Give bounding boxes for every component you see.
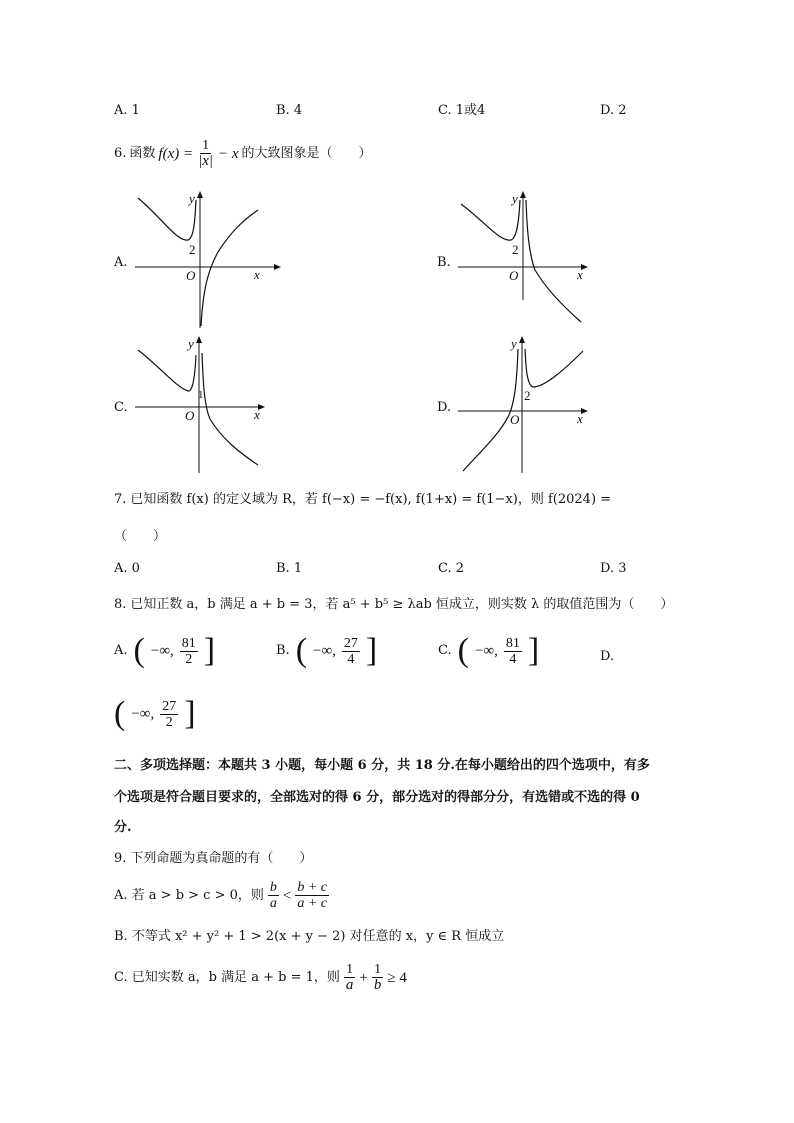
- q8-c-den: 4: [509, 651, 517, 667]
- q7-text: 已知函数 f(x) 的定义域为 R，若 f(−x) = −f(x), f(1+x) = f(1−x)，则 f(2024) =: [130, 492, 612, 507]
- q8-option-b-fraction: [342, 636, 360, 667]
- q8-b-num: 27: [343, 635, 358, 651]
- curve-right-branch: [202, 353, 258, 465]
- y-axis-arrow: [520, 191, 526, 198]
- section2-line3: 分.: [114, 820, 132, 835]
- q5-option-d: D. 2: [600, 103, 627, 118]
- q8-stem: [114, 597, 673, 613]
- q6-stem: [114, 138, 372, 169]
- q9-c-fraction-1: [344, 962, 356, 993]
- q8-option-a-fraction: [180, 636, 198, 667]
- q6-stem-prefix: 函数: [129, 145, 156, 161]
- q8-option-c-inner: −∞,: [474, 643, 498, 659]
- q9-number: 9.: [114, 851, 127, 866]
- y-axis-arrow: [197, 191, 203, 198]
- q9-a-lt: <: [282, 887, 292, 904]
- q8-option-a-label: A.: [114, 643, 128, 658]
- q8-close-bracket: ]: [365, 632, 378, 669]
- q8-option-c-fraction: [504, 636, 522, 667]
- q6-graph-a: [132, 190, 282, 330]
- q8-option-a-inner: −∞,: [150, 643, 174, 659]
- curve-left-branch: [138, 198, 196, 240]
- q9-option-a-prefix: A. 若 a > b > c > 0，则: [114, 887, 264, 903]
- q6-frac-den: |x|: [198, 153, 214, 169]
- q9-a-fraction-1: [268, 880, 279, 911]
- q8-option-a: [114, 634, 215, 668]
- q8-close-bracket: ]: [184, 695, 196, 732]
- q9-a-fraction-2: [295, 880, 329, 911]
- q7-blank: （ ）: [114, 529, 167, 544]
- q8-open-paren: (: [295, 632, 308, 669]
- y-label: y: [189, 191, 195, 206]
- q6-frac-num: 1: [202, 138, 210, 153]
- q6-label-b: B.: [437, 255, 451, 270]
- origin-label: O: [510, 412, 520, 427]
- q9-a-frac1-den: a: [269, 896, 277, 911]
- curve-right-branch: [201, 210, 258, 326]
- origin-label: O: [185, 408, 195, 423]
- q9-option-c-prefix: C. 已知实数 a，b 满足 a + b = 1，则: [114, 969, 340, 985]
- q7-option-a: A. 0: [114, 561, 140, 576]
- section2-line1: 二、多项选择题：本题共 3 小题，每小题 6 分，共 18 分.在每小题给出的四个选项中，有多: [114, 758, 650, 773]
- q8-d-num: 27: [162, 698, 177, 714]
- q8-open-paren: (: [457, 632, 469, 669]
- q8-option-b-inner: −∞,: [313, 643, 336, 659]
- q8-close-bracket: ]: [203, 632, 216, 669]
- q6-graph-d: [455, 335, 605, 475]
- q6-label-d: D.: [437, 400, 452, 415]
- q8-open-paren: (: [114, 695, 126, 732]
- y-label: y: [511, 336, 517, 351]
- q9-stem: [114, 851, 312, 867]
- q8-option-b-label: B.: [276, 643, 290, 658]
- q8-b-den: 4: [347, 651, 355, 667]
- x-axis-arrow: [274, 264, 281, 270]
- x-label: x: [254, 407, 260, 422]
- q8-option-d-inner: −∞,: [131, 706, 155, 722]
- q8-option-b: [276, 634, 377, 668]
- q5-option-b: B. 4: [276, 103, 303, 118]
- q6-graph-b: [455, 190, 605, 330]
- section2-line2: 个选项是符合题目要求的，全部选对的得 6 分，部分选对的得部分分，有选错或不选的得 0: [114, 790, 640, 805]
- q7-option-b: B. 1: [276, 561, 303, 576]
- q8-c-num: 81: [505, 635, 520, 651]
- q7-number: 7.: [114, 492, 127, 507]
- q8-option-d-label: D.: [600, 649, 615, 664]
- q8-a-den: 2: [185, 651, 193, 667]
- q9-c-frac1-num: 1: [346, 962, 354, 977]
- q9-option-a: [114, 880, 329, 911]
- q9-a-frac2-den: a + c: [297, 896, 328, 911]
- q8-option-c-label: C.: [438, 643, 452, 658]
- q7-option-d: D. 3: [600, 561, 627, 576]
- x-label: x: [577, 411, 583, 426]
- q6-stem-suffix: 的大致图象是（ ）: [241, 145, 372, 161]
- y-axis-arrow: [196, 336, 202, 343]
- q8-option-c: [438, 634, 539, 668]
- q9-c-frac1-den: a: [345, 977, 354, 993]
- x-label: x: [577, 267, 583, 282]
- y-label: y: [512, 191, 518, 206]
- q9-stem-text: 下列命题为真命题的有（ ）: [130, 851, 313, 866]
- q6-number: 6.: [114, 145, 127, 161]
- q6-func-fraction: [196, 138, 215, 169]
- q8-option-d-fraction: [160, 699, 178, 730]
- curve-left-branch: [463, 349, 518, 471]
- q9-a-frac1-num: b: [269, 880, 277, 895]
- q5-option-a: A. 1: [114, 103, 140, 118]
- curve-right-branch: [525, 349, 583, 387]
- q6-func-lhs: f(x) =: [158, 145, 194, 162]
- origin-label: O: [186, 268, 196, 283]
- curve-left-branch: [138, 350, 196, 391]
- q6-graph-c: [132, 335, 282, 475]
- q9-c-tail: ≥ 4: [387, 969, 407, 986]
- q6-label-a: A.: [114, 255, 128, 270]
- curve-left-branch: [461, 200, 520, 240]
- q8-a-num: 81: [181, 635, 196, 651]
- q8-open-paren: (: [133, 632, 145, 669]
- q9-c-frac2-num: 1: [374, 962, 382, 977]
- y-axis-arrow: [519, 336, 525, 343]
- q6-func-tail: − x: [218, 145, 239, 162]
- q9-c-frac2-den: b: [373, 977, 382, 993]
- q9-option-b: B. 不等式 x² + y² + 1 > 2(x + y − 2) 对任意的 x，y ∈ R 恒成立: [114, 929, 505, 944]
- q8-option-d: [114, 697, 196, 731]
- q7-option-c: C. 2: [438, 561, 465, 576]
- tick-label: 2: [512, 242, 519, 257]
- tick-label: 2: [524, 388, 531, 403]
- q8-close-bracket: ]: [527, 632, 540, 669]
- tick-label: 1: [198, 389, 204, 401]
- q9-a-frac2-num: b + c: [297, 880, 328, 895]
- q9-c-fraction-2: [372, 962, 384, 993]
- curve-right-branch: [526, 200, 581, 322]
- q5-option-c: C. 1或4: [438, 103, 486, 118]
- origin-label: O: [509, 268, 519, 283]
- q9-option-c: [114, 962, 407, 993]
- q7-stem: [114, 492, 611, 508]
- tick-label: 2: [189, 242, 196, 257]
- q8-text: 已知正数 a，b 满足 a + b = 3，若 a⁵ + b⁵ ≥ λab 恒成立，则实数 λ 的取值范围为（ ）: [130, 597, 674, 612]
- q6-label-c: C.: [114, 400, 128, 415]
- q9-c-plus: +: [359, 969, 368, 986]
- q8-number: 8.: [114, 597, 127, 612]
- q8-d-den: 2: [165, 714, 173, 730]
- y-label: y: [188, 336, 194, 351]
- x-label: x: [254, 267, 260, 282]
